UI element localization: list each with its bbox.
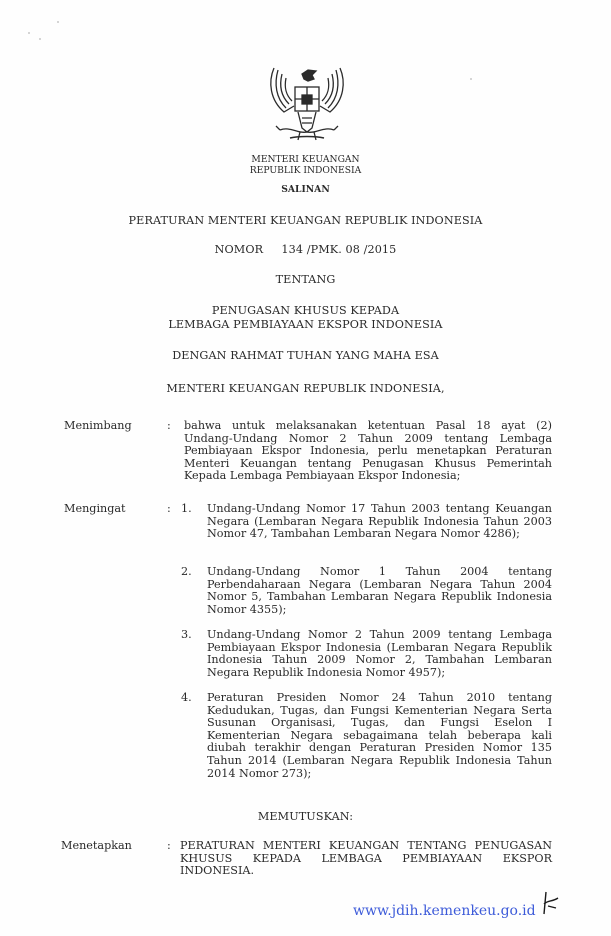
- menimbang-colon: :: [167, 419, 171, 432]
- issuer: MENTERI KEUANGAN REPUBLIK INDONESIA,: [166, 382, 445, 395]
- paraf-signature-icon: [538, 890, 562, 918]
- regulation-number: [0, 243, 611, 256]
- scan-speck: [28, 32, 30, 34]
- subject-line-2: LEMBAGA PEMBIAYAAN EKSPOR INDONESIA: [168, 318, 443, 331]
- item-number: 1.: [181, 502, 192, 515]
- item-number: 3.: [181, 628, 192, 641]
- scan-speck: [57, 21, 59, 23]
- item-text: Undang-Undang Nomor 2 Tahun 2009 tentang Lembaga Pembiayaan Ekspor Indonesia (Lembaran Negara Republik Indonesia Tahun 2009 Nomor 2, Tambahan Lembaran Negara Republik Indonesia Nomor 4957);: [207, 628, 552, 679]
- menimbang-text: bahwa untuk melaksanakan ketentuan Pasal 18 ayat (2) Undang-Undang Nomor 2 Tahun 2009 tentang Lembaga Pembiayaan Ekspor Indonesia, perlu menetapkan Peraturan Menteri Keuangan tentang Penugasan Khusus Pemerintah Kepada Lembaga Pembiayaan Ekspor Indonesia;: [184, 419, 552, 483]
- item-number: 4.: [181, 691, 192, 704]
- number-value: 134 /PMK. 08 /2015: [281, 243, 397, 256]
- mengingat-colon: :: [167, 502, 171, 515]
- subject-line-1: PENUGASAN KHUSUS KEPADA: [211, 304, 400, 317]
- menetapkan-text: PERATURAN MENTERI KEUANGAN TENTANG PENUGASAN KHUSUS KEPADA LEMBAGA PEMBIAYAAN EKSPOR INDONESIA.: [180, 839, 552, 878]
- scan-speck: [470, 78, 472, 80]
- regulation-title: PERATURAN MENTERI KEUANGAN REPUBLIK INDONESIA: [128, 214, 483, 227]
- decision-heading: MEMUTUSKAN:: [257, 810, 354, 823]
- item-text: Undang-Undang Nomor 1 Tahun 2004 tentang Perbendaharaan Negara (Lembaran Negara Tahun 2004 Nomor 5, Tambahan Lembaran Negara Republik Indonesia Nomor 4355);: [207, 565, 552, 616]
- item-text: Peraturan Presiden Nomor 24 Tahun 2010 tentang Kedudukan, Tugas, dan Fungsi Kementerian Negara Serta Susunan Organisasi, Tugas, dan Fungsi Eselon I Kementerian Negara sebagaimana telah beberapa kali diubah terakhir dengan Peraturan Presiden Nomor 135 Tahun 2014 (Lembaran Negara Republik Indonesia Tahun 2014 Nomor 273);: [207, 691, 552, 780]
- institution-country: REPUBLIK INDONESIA: [249, 165, 362, 176]
- invocation: DENGAN RAHMAT TUHAN YANG MAHA ESA: [172, 349, 439, 362]
- mengingat-label: Mengingat: [64, 502, 126, 515]
- copy-mark: SALINAN: [281, 184, 330, 195]
- garuda-emblem-icon: [264, 60, 350, 148]
- item-text: Undang-Undang Nomor 17 Tahun 2003 tentang Keuangan Negara (Lembaran Negara Republik Indonesia Tahun 2003 Nomor 47, Tambahan Lembaran Negara Nomor 4286);: [207, 502, 552, 541]
- menetapkan-label: Menetapkan: [61, 839, 132, 852]
- about-label: TENTANG: [275, 273, 336, 286]
- menimbang-label: Menimbang: [64, 419, 132, 432]
- menetapkan-colon: :: [167, 839, 171, 852]
- institution-name: MENTERI KEUANGAN: [251, 154, 360, 165]
- item-number: 2.: [181, 565, 192, 578]
- number-label: NOMOR: [214, 243, 264, 256]
- jdih-url-link[interactable]: www.jdih.kemenkeu.go.id: [353, 903, 536, 919]
- scan-speck: [39, 38, 41, 40]
